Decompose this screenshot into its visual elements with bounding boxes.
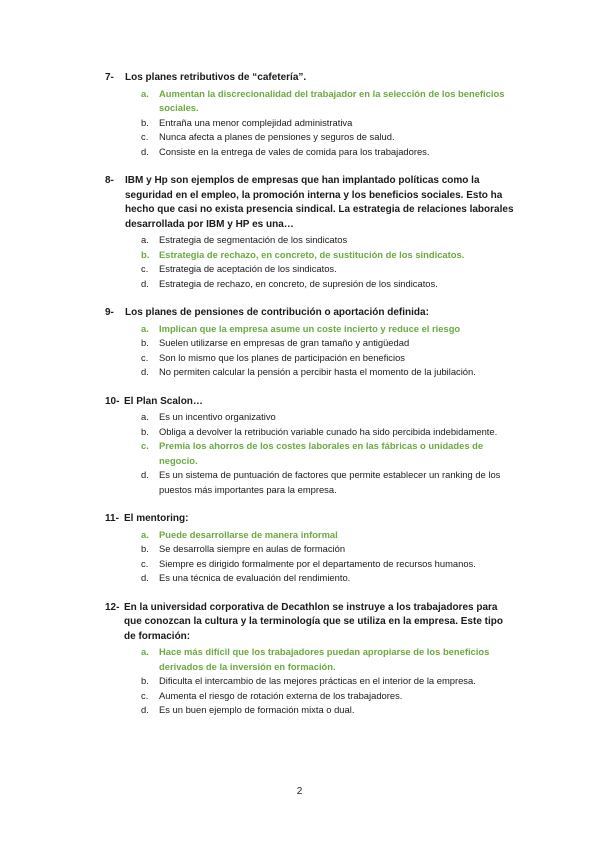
option-text: Siempre es dirigido formalmente por el departamento de recursos humanos. [159,557,476,569]
option-text: Se desarrolla siempre en aulas de formación [159,543,346,554]
answer-option [141,425,517,440]
option-text: Es un sistema de puntuación de factores que permite establecer un ranking de los puestos más importantes para la empresa. [159,469,501,495]
option-text: Estrategia de segmentación de los sindicatos [159,234,348,245]
option-text: Aumentan la discrecionalidad del trabajador en la selección de los beneficios sociales. [159,87,505,113]
option-letter: c. [141,440,149,451]
answer-option [141,116,517,131]
answer-option-correct [141,87,517,116]
question-header [105,512,517,527]
page-number: 2 [296,786,303,797]
option-text: Premia los ahorros de los costes laborales en las fábricas o unidades de negocio. [159,440,484,466]
question-block [105,395,517,498]
question-number: 11- [105,513,119,524]
option-text: Es una técnica de evaluación del rendimiento. [159,572,351,583]
question-number: 10- [105,395,120,407]
question-header [105,71,517,86]
option-letter: d. [141,469,149,480]
answer-option [141,277,517,292]
option-text: No permiten calcular la pensión a percibir hasta el momento de la jubilación. [159,366,476,377]
answer-option [141,130,517,145]
question-block [105,512,517,586]
question-number: 8- [105,175,114,186]
option-text: Estrategia de aceptación de los sindicatos. [159,263,337,274]
question-text: IBM y Hp son ejemplos de empresas que han implantado políticas como la seguridad en el empleo, la promoción interna y los beneficios sociales. Esto ha hecho que casi no exista presencia sindical. La estrategia de relaciones laborales desarrollada por IBM y HP es una… [125,175,514,230]
answer-option [141,689,517,704]
option-text: Son lo mismo que los planes de participación en beneficios [159,351,405,363]
option-letter: a. [141,528,149,540]
answer-option [141,351,517,366]
question-header [105,306,517,321]
option-letter: d. [141,704,149,715]
option-text: Consiste en la entrega de vales de comida para los trabajadores. [159,145,430,157]
option-letter: c. [141,263,149,274]
option-text: Obliga a devolver la retribución variable cunado ha sido percibida indebidamente. [159,425,498,437]
option-letter: d. [141,145,149,157]
question-block [105,601,517,718]
answer-option [141,233,517,248]
option-letter: a. [141,234,149,245]
question-block [105,306,517,380]
answer-option-correct [141,528,517,543]
answer-option [141,571,517,586]
question-text: Los planes retributivos de “cafetería”. [125,72,307,83]
question-text: Los planes de pensiones de contribución o aportación definida: [125,307,429,318]
option-letter: a. [141,411,149,422]
question-number: 7- [105,72,114,83]
option-text: Puede desarrollarse de manera informal [159,528,338,540]
answer-option [141,703,517,718]
option-letter: c. [141,351,149,363]
answer-option [141,262,517,277]
option-letter: a. [141,322,149,334]
answer-option-correct [141,645,517,674]
option-letter: b. [141,425,149,437]
answer-option-correct [141,248,517,263]
option-text: Es un buen ejemplo de formación mixta o dual. [159,704,355,715]
answer-options [105,645,517,718]
answer-option [141,365,517,380]
option-letter: c. [141,131,149,142]
answer-option [141,468,517,497]
question-header [105,174,517,232]
answer-option [141,336,517,351]
option-letter: a. [141,87,149,99]
option-text: Dificulta el intercambio de las mejores prácticas en el interior de la empresa. [159,675,476,686]
answer-options [105,233,517,291]
option-letter: a. [141,646,149,657]
answer-option-correct [141,322,517,337]
answer-option [141,542,517,557]
option-letter: b. [141,337,149,348]
question-text: El mentoring: [124,513,189,524]
question-number: 12- [105,601,120,613]
question-number: 9- [105,307,114,318]
answer-option [141,410,517,425]
option-letter: d. [141,366,149,377]
option-text: Hace más difícil que los trabajadores puedan apropiarse de los beneficios derivados de la inversión en formación. [159,646,490,672]
option-text: Estrategia de rechazo, en concreto, de supresión de los sindicatos. [159,277,438,289]
option-text: Entraña una menor complejidad administrativa [159,116,353,128]
option-letter: b. [141,675,149,686]
answer-option [141,557,517,572]
option-text: Aumenta el riesgo de rotación externa de los trabajadores. [159,689,403,701]
option-letter: c. [141,689,149,701]
option-text: Suelen utilizarse en empresas de gran tamaño y antigüedad [159,337,410,348]
answer-option-correct [141,439,517,468]
option-text: Nunca afecta a planes de pensiones y seguros de salud. [159,131,395,142]
answer-option [141,674,517,689]
answer-options [105,87,517,160]
option-text: Estrategia de rechazo, en concreto, de sustitución de los sindicatos. [159,248,465,260]
option-letter: d. [141,277,149,289]
answer-option [141,145,517,160]
question-block [105,71,517,159]
option-letter: b. [141,116,149,128]
option-letter: d. [141,572,149,583]
option-letter: c. [141,557,149,569]
question-header [105,395,517,410]
option-text: Es un incentivo organizativo [159,411,276,422]
answer-options [105,528,517,586]
option-letter: b. [141,248,150,260]
question-text: El Plan Scalon… [124,395,203,407]
option-text: Implican que la empresa asume un coste incierto y reduce el riesgo [159,322,461,334]
question-header [105,601,517,645]
answer-options [105,410,517,497]
question-text: En la universidad corporativa de Decathlon se instruye a los trabajadores para que conozcan la cultura y la terminología que se utiliza en la empresa. Este tipo de formación: [124,601,503,642]
option-letter: b. [141,543,149,554]
answer-options [105,322,517,380]
question-block [105,174,517,291]
question-list [105,71,517,733]
